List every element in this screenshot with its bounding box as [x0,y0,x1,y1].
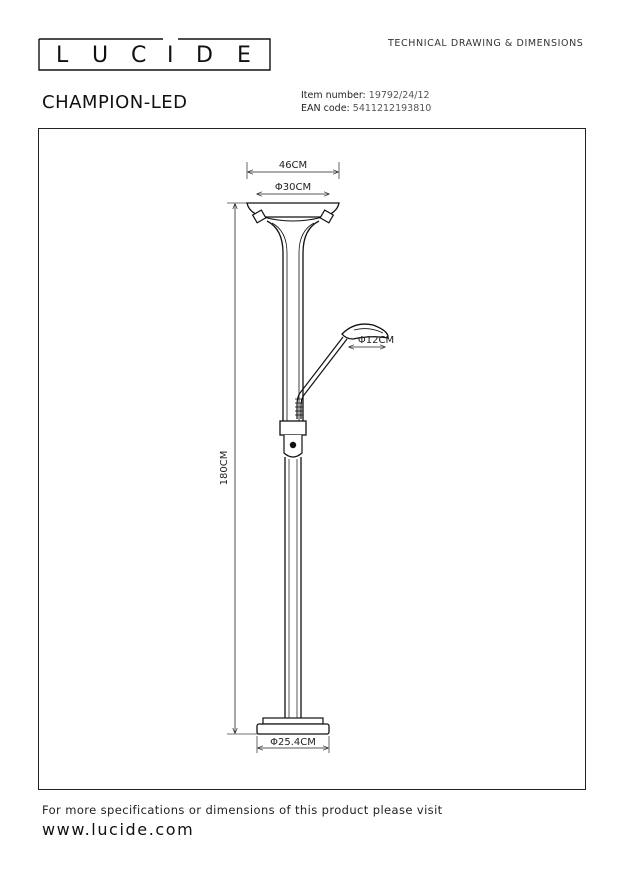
drawing-frame [38,128,586,790]
logo-letter-3: C [131,43,147,68]
lamp-base [257,718,329,734]
item-number-value: 19792/24/12 [368,90,430,101]
top-width-label: 46CM [278,160,308,171]
height-label: 180CM [219,450,230,486]
base-diameter-label: Φ25.4CM [270,737,316,748]
logo-letter-6: E [237,43,251,68]
ean-code-label: EAN code: [301,103,350,114]
footer-note: For more specifications or dimensions of this product please visit [42,803,443,817]
technical-drawing [39,129,585,789]
lucide-logo [38,35,271,71]
logo-letter-1: L [56,43,69,68]
logo-letter-4: I [167,43,174,68]
footer-url[interactable]: www.lucide.com [42,820,195,839]
reading-head-label: Φ12CM [357,335,395,346]
control-housing [280,421,306,457]
product-title: CHAMPION-LED [42,92,188,113]
height-dimension [219,203,263,734]
ean-code-value: 5411212193810 [352,103,432,114]
top-width-dimension [247,160,339,179]
shade-diameter-label: Φ30CM [274,182,312,193]
base-diameter-dimension [257,736,329,753]
item-number-label: Item number: [301,90,366,101]
document-type-label: TECHNICAL DRAWING & DIMENSIONS [388,38,584,49]
logo-letter-5: D [196,43,213,68]
lamp-shade [247,203,339,223]
logo-letter-2: U [92,43,109,68]
ean-code [301,103,431,114]
item-number [301,90,430,101]
shade-diameter-dimension [257,182,329,194]
lamp-lower-pole [285,457,301,718]
lamp-upper-stems [267,221,319,421]
